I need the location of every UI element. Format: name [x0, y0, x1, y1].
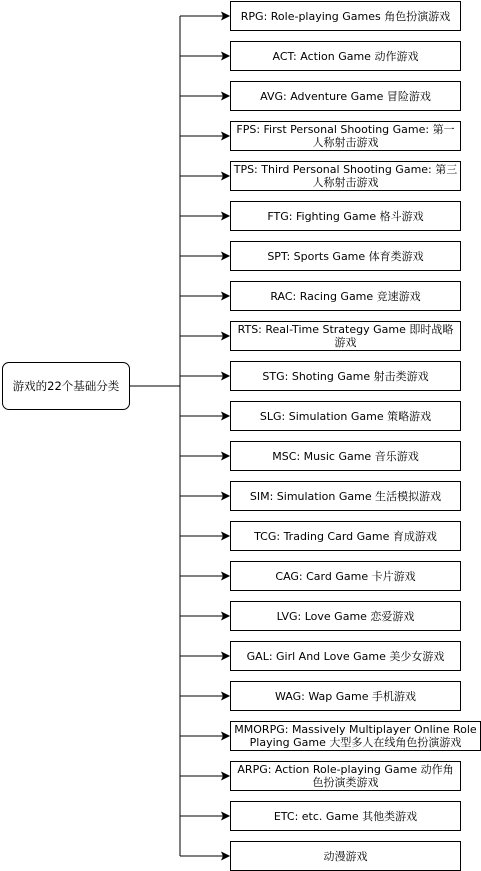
- node-etc[interactable]: [230, 801, 461, 831]
- node-rac[interactable]: [230, 281, 461, 311]
- node-label: MSC: Music Game 音乐游戏: [272, 449, 419, 463]
- arrowhead: [222, 493, 229, 500]
- node-sim[interactable]: [230, 481, 461, 511]
- arrowhead: [222, 773, 229, 780]
- node-label: 动漫游戏: [323, 849, 368, 863]
- arrowhead: [222, 413, 229, 420]
- arrowhead: [222, 133, 229, 140]
- node-label: SPT: Sports Game 体育类游戏: [267, 249, 424, 263]
- node-label: SLG: Simulation Game 策略游戏: [259, 409, 432, 423]
- node-arpg[interactable]: [230, 761, 461, 791]
- node-avg[interactable]: [230, 81, 461, 111]
- node-fps[interactable]: [230, 121, 461, 151]
- node-wag[interactable]: [230, 681, 461, 711]
- node-slg[interactable]: [230, 401, 461, 431]
- arrowhead: [222, 653, 229, 660]
- node-label: RTS: Real-Time Strategy Game 即时战略游戏: [237, 323, 454, 349]
- arrowhead: [222, 333, 229, 340]
- node-label: ARPG: Action Role-playing Game 动作角色扮演类游戏: [237, 763, 454, 789]
- node-tps[interactable]: [230, 161, 461, 191]
- node-gal[interactable]: [230, 641, 461, 671]
- root-node-label: 游戏的22个基础分类: [12, 379, 120, 393]
- node-label: STG: Shoting Game 射击类游戏: [262, 369, 429, 383]
- node-spt[interactable]: [230, 241, 461, 271]
- arrowhead: [222, 173, 229, 180]
- node-label: WAG: Wap Game 手机游戏: [275, 689, 416, 703]
- node-label: FTG: Fighting Game 格斗游戏: [267, 209, 424, 223]
- node-lvg[interactable]: [230, 601, 461, 631]
- node-label: SIM: Simulation Game 生活模拟游戏: [249, 489, 442, 503]
- node-tcg[interactable]: [230, 521, 461, 551]
- arrowhead: [222, 733, 229, 740]
- node-label: CAG: Card Game 卡片游戏: [275, 569, 416, 583]
- arrowhead: [222, 253, 229, 260]
- node-label: TCG: Trading Card Game 育成游戏: [254, 529, 437, 543]
- arrowhead: [222, 693, 229, 700]
- node-label: ETC: etc. Game 其他类游戏: [273, 809, 418, 823]
- node-anime[interactable]: [230, 841, 461, 871]
- node-mmorpg[interactable]: [230, 721, 481, 751]
- node-label: RAC: Racing Game 竞速游戏: [270, 289, 421, 303]
- arrowhead: [222, 613, 229, 620]
- node-rts[interactable]: [230, 321, 461, 351]
- node-label: MMORPG: Massively Multiplayer Online Role Playing Game 大型多人在线角色扮演游戏: [234, 723, 477, 749]
- node-rpg[interactable]: [230, 1, 461, 31]
- node-label: ACT: Action Game 动作游戏: [272, 49, 419, 63]
- node-stg[interactable]: [230, 361, 461, 391]
- arrowhead: [222, 13, 229, 20]
- node-msc[interactable]: [230, 441, 461, 471]
- node-label: AVG: Adventure Game 冒险游戏: [260, 89, 431, 103]
- arrowhead: [222, 53, 229, 60]
- node-label: TPS: Third Personal Shooting Game: 第三人称射击游戏: [233, 163, 458, 189]
- node-ftg[interactable]: [230, 201, 461, 231]
- arrowhead: [222, 373, 229, 380]
- node-label: RPG: Role-playing Games 角色扮演游戏: [240, 9, 451, 23]
- arrowhead: [222, 853, 229, 860]
- arrowhead: [222, 573, 229, 580]
- node-label: GAL: Girl And Love Game 美少女游戏: [246, 649, 445, 663]
- arrowhead: [222, 813, 229, 820]
- node-act[interactable]: [230, 41, 461, 71]
- node-label: LVG: Love Game 恋爱游戏: [276, 609, 415, 623]
- node-cag[interactable]: [230, 561, 461, 591]
- arrowhead: [222, 533, 229, 540]
- arrowhead: [222, 453, 229, 460]
- root-node[interactable]: [2, 362, 130, 410]
- arrowhead: [222, 293, 229, 300]
- arrowhead: [222, 93, 229, 100]
- node-label: FPS: First Personal Shooting Game: 第一人称射击游戏: [236, 123, 455, 149]
- arrowhead: [222, 213, 229, 220]
